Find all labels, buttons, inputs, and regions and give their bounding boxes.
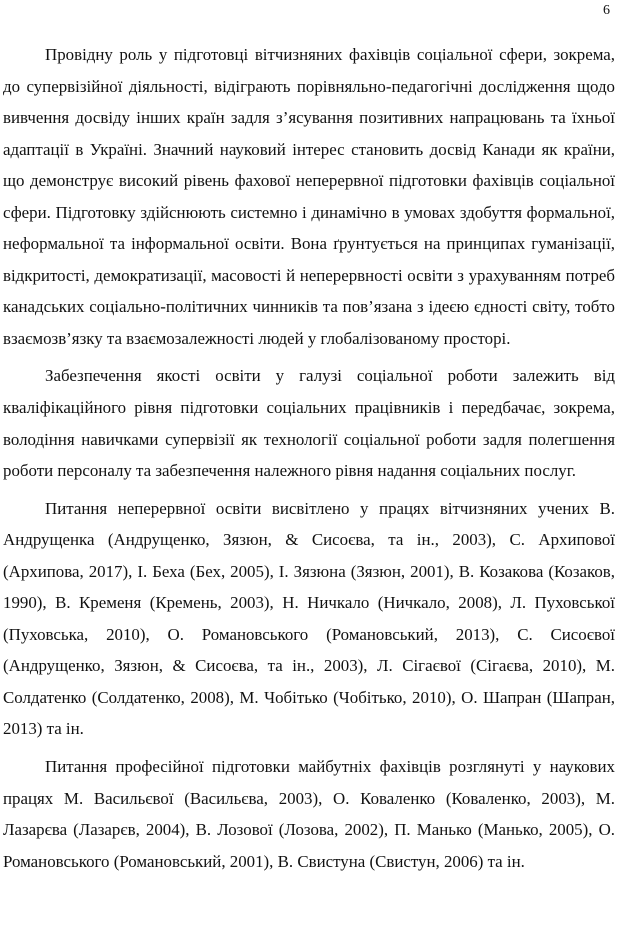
page-number: 6 <box>603 3 610 18</box>
paragraph-quality: Забезпечення якості освіти у галузі соціальної роботи залежить від кваліфікаційного рівня підготовки соціальних працівників і передбачає, зокрема, володіння навичками супервізії як технології соціальної роботи задля полегшення роботи персоналу та забезпечення належного рівня надання соціальних послуг. <box>3 366 615 481</box>
paragraph-continuing-education: Питання неперервної освіти висвітлено у працях вітчизняних учених В. Андрущенка (Андрущенко, Зязюн, & Сисоєва, та ін., 2003), С. Архипової (Архипова, 2017), І. Беха (Бех, 2005), І. Зязюна (Зязюн, 2001), В. Козакова (Козаков, 1990), В. Кременя (Кремень, 2003), Н. Ничкало (Ничкало, 2008), Л. Пуховської (Пуховська, 2010), О. Романовського (Романовський, 2013), С. Сисоєвої (Андрущенко, Зязюн, & Сисоєва, та ін., 2003), Л. Сігаєвої (Сігаєва, 2010), М. Солдатенко (Солдатенко, 2008), М. Чобітько (Чобітько, 2010), О. Шапран (Шапран, 2013) та ін. <box>3 498 615 739</box>
paragraph-professional-training: Питання професійної підготовки майбутніх фахівців розглянуті у наукових працях М. Васильєвої (Васильєва, 2003), О. Коваленко (Коваленко, 2003), М. Лазарєва (Лазарєв, 2004), В. Лозової (Лозова, 2002), П. Манько (Манько, 2005), О. Романовського (Романовський, 2001), В. Свистуна (Свистун, 2006) та ін. <box>3 757 615 871</box>
paragraph-intro: Провідну роль у підготовці вітчизняних фахівців соціальної сфери, зокрема, до супервізійної діяльності, відіграють порівняльно-педагогічні дослідження щодо вивчення досвіду інших країн задля з’ясування позитивних напрацювань та їхньої адаптації в Україні. Значний науковий інтерес становить досвід Канади як країни, що демонструє високий рівень фахової неперервної підготовки фахівців соціальної сфери. Підготовку здійснюють системно і динамічно в умовах здобуття формальної, неформальної та інформальної освіти. Вона ґрунтується на принципах гуманізації, відкритості, демократизації, масовості й неперервності освіти з урахуванням потреб канадських соціально-політичних чинників та пов’язана з ідеєю єдності світу, тобто взаємозв’язку та взаємозалежності людей у глобалізованому просторі. <box>3 45 615 348</box>
document-body <box>3 39 615 883</box>
